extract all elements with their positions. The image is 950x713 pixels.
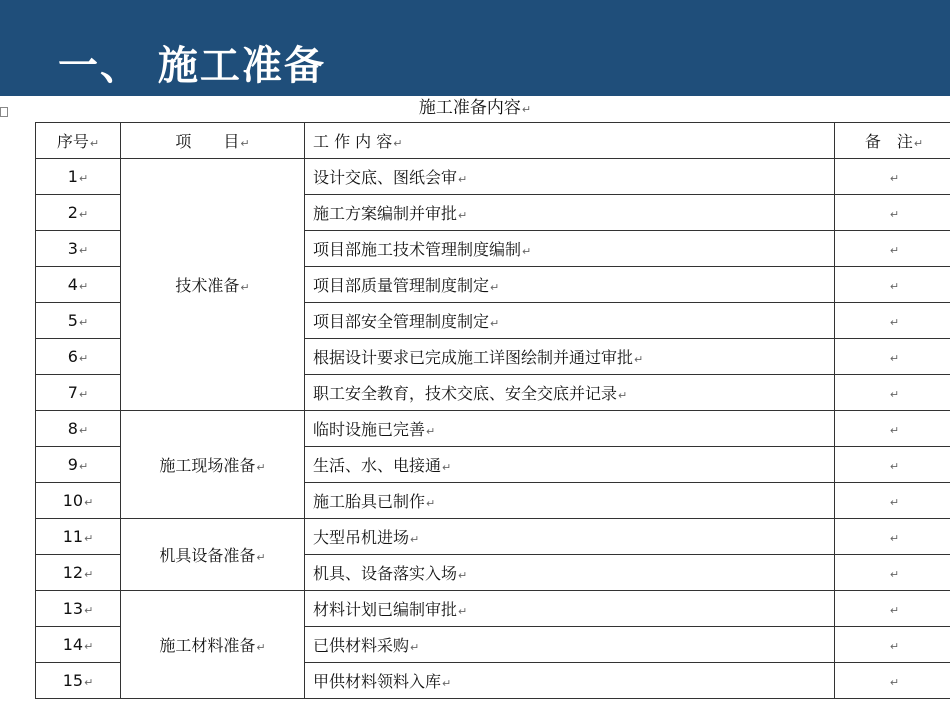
header-item: 项 目 ↵ xyxy=(121,123,305,159)
row-index: 7 ↵ xyxy=(36,375,121,411)
header-index: 序号 ↵ xyxy=(36,123,121,159)
table-row xyxy=(36,591,950,627)
return-mark-icon xyxy=(889,599,899,618)
preparation-table xyxy=(35,122,950,699)
row-index: 15 ↵ xyxy=(36,663,121,699)
return-mark-icon xyxy=(239,132,249,151)
row-index: 12 ↵ xyxy=(36,555,121,591)
row-content: 施工方案编制并审批 ↵ xyxy=(305,195,835,231)
row-note xyxy=(835,447,950,483)
return-mark-icon xyxy=(889,203,899,222)
return-mark-icon xyxy=(457,600,467,619)
return-mark-icon xyxy=(889,671,899,690)
return-mark-icon xyxy=(889,383,899,402)
row-note xyxy=(835,195,950,231)
row-content: 施工胎具已制作 ↵ xyxy=(305,483,835,519)
row-note xyxy=(835,411,950,447)
row-content: 项目部安全管理制度制定 ↵ xyxy=(305,303,835,339)
row-note xyxy=(835,483,950,519)
return-mark-icon xyxy=(83,599,93,618)
return-mark-icon xyxy=(239,276,249,295)
return-mark-icon xyxy=(78,167,88,186)
return-mark-icon xyxy=(521,240,531,259)
row-note xyxy=(835,663,950,699)
row-content: 材料计划已编制审批 ↵ xyxy=(305,591,835,627)
row-note xyxy=(835,591,950,627)
return-mark-icon xyxy=(913,132,923,151)
header-note: 备 注 ↵ xyxy=(835,123,950,159)
return-mark-icon xyxy=(392,132,402,151)
return-mark-icon xyxy=(441,672,451,691)
return-mark-icon xyxy=(489,312,499,331)
return-mark-icon xyxy=(889,311,899,330)
return-mark-icon xyxy=(521,98,531,118)
row-note xyxy=(835,519,950,555)
row-note xyxy=(835,339,950,375)
row-index: 8 ↵ xyxy=(36,411,121,447)
row-index: 11 ↵ xyxy=(36,519,121,555)
return-mark-icon xyxy=(409,636,419,655)
return-mark-icon xyxy=(457,204,467,223)
return-mark-icon xyxy=(409,528,419,547)
return-mark-icon xyxy=(83,527,93,546)
row-content: 已供材料采购 ↵ xyxy=(305,627,835,663)
return-mark-icon xyxy=(255,546,265,565)
row-content: 项目部施工技术管理制度编制 ↵ xyxy=(305,231,835,267)
table-caption-text: 施工准备内容 xyxy=(418,98,521,118)
return-mark-icon xyxy=(889,491,899,510)
return-mark-icon xyxy=(78,203,88,222)
row-note xyxy=(835,267,950,303)
return-mark-icon xyxy=(78,455,88,474)
row-content: 设计交底、图纸会审 ↵ xyxy=(305,159,835,195)
group-item: 施工现场准备 ↵ xyxy=(121,411,305,519)
row-content: 甲供材料领料入库 ↵ xyxy=(305,663,835,699)
return-mark-icon xyxy=(78,275,88,294)
row-index: 1 ↵ xyxy=(36,159,121,195)
return-mark-icon xyxy=(889,635,899,654)
return-mark-icon xyxy=(889,275,899,294)
row-content: 临时设施已完善 ↵ xyxy=(305,411,835,447)
row-content: 根据设计要求已完成施工详图绘制并通过审批 ↵ xyxy=(305,339,835,375)
return-mark-icon xyxy=(457,564,467,583)
row-index: 3 ↵ xyxy=(36,231,121,267)
return-mark-icon xyxy=(441,456,451,475)
header-content: 工 作 内 容 ↵ xyxy=(305,123,835,159)
title-banner xyxy=(0,0,950,96)
row-content: 项目部质量管理制度制定 ↵ xyxy=(305,267,835,303)
return-mark-icon xyxy=(457,168,467,187)
return-mark-icon xyxy=(83,491,93,510)
row-index: 5 ↵ xyxy=(36,303,121,339)
row-index: 10 ↵ xyxy=(36,483,121,519)
row-index: 9 ↵ xyxy=(36,447,121,483)
return-mark-icon xyxy=(425,492,435,511)
return-mark-icon xyxy=(889,455,899,474)
return-mark-icon xyxy=(425,420,435,439)
return-mark-icon xyxy=(889,563,899,582)
row-content: 机具、设备落实入场 ↵ xyxy=(305,555,835,591)
return-mark-icon xyxy=(78,311,88,330)
return-mark-icon xyxy=(633,348,643,367)
return-mark-icon xyxy=(83,671,93,690)
row-index: 4 ↵ xyxy=(36,267,121,303)
return-mark-icon xyxy=(889,347,899,366)
return-mark-icon xyxy=(83,563,93,582)
return-mark-icon xyxy=(78,239,88,258)
table-header-row xyxy=(36,123,950,159)
group-item: 机具设备准备 ↵ xyxy=(121,519,305,591)
return-mark-icon xyxy=(889,527,899,546)
return-mark-icon xyxy=(889,419,899,438)
row-note xyxy=(835,375,950,411)
slide-title: 一、 施工准备 xyxy=(58,42,326,89)
row-note xyxy=(835,303,950,339)
return-mark-icon xyxy=(83,635,93,654)
row-note xyxy=(835,555,950,591)
return-mark-icon xyxy=(889,167,899,186)
row-content: 职工安全教育，技术交底、安全交底并记录 ↵ xyxy=(305,375,835,411)
return-mark-icon xyxy=(889,239,899,258)
row-note xyxy=(835,159,950,195)
table-row xyxy=(36,159,950,195)
table-row xyxy=(36,411,950,447)
row-note xyxy=(835,627,950,663)
row-index: 13 ↵ xyxy=(36,591,121,627)
group-item: 施工材料准备 ↵ xyxy=(121,591,305,699)
row-index: 6 ↵ xyxy=(36,339,121,375)
row-note xyxy=(835,231,950,267)
return-mark-icon xyxy=(255,456,265,475)
table-caption xyxy=(0,96,950,120)
row-content: 生活、水、电接通 ↵ xyxy=(305,447,835,483)
row-content: 大型吊机进场 ↵ xyxy=(305,519,835,555)
return-mark-icon xyxy=(255,636,265,655)
return-mark-icon xyxy=(617,384,627,403)
return-mark-icon xyxy=(78,419,88,438)
table-row xyxy=(36,519,950,555)
row-index: 14 ↵ xyxy=(36,627,121,663)
return-mark-icon xyxy=(489,276,499,295)
group-item: 技术准备 ↵ xyxy=(121,159,305,411)
row-index: 2 ↵ xyxy=(36,195,121,231)
return-mark-icon xyxy=(78,383,88,402)
table-body xyxy=(36,159,950,699)
return-mark-icon xyxy=(89,132,99,151)
return-mark-icon xyxy=(78,347,88,366)
